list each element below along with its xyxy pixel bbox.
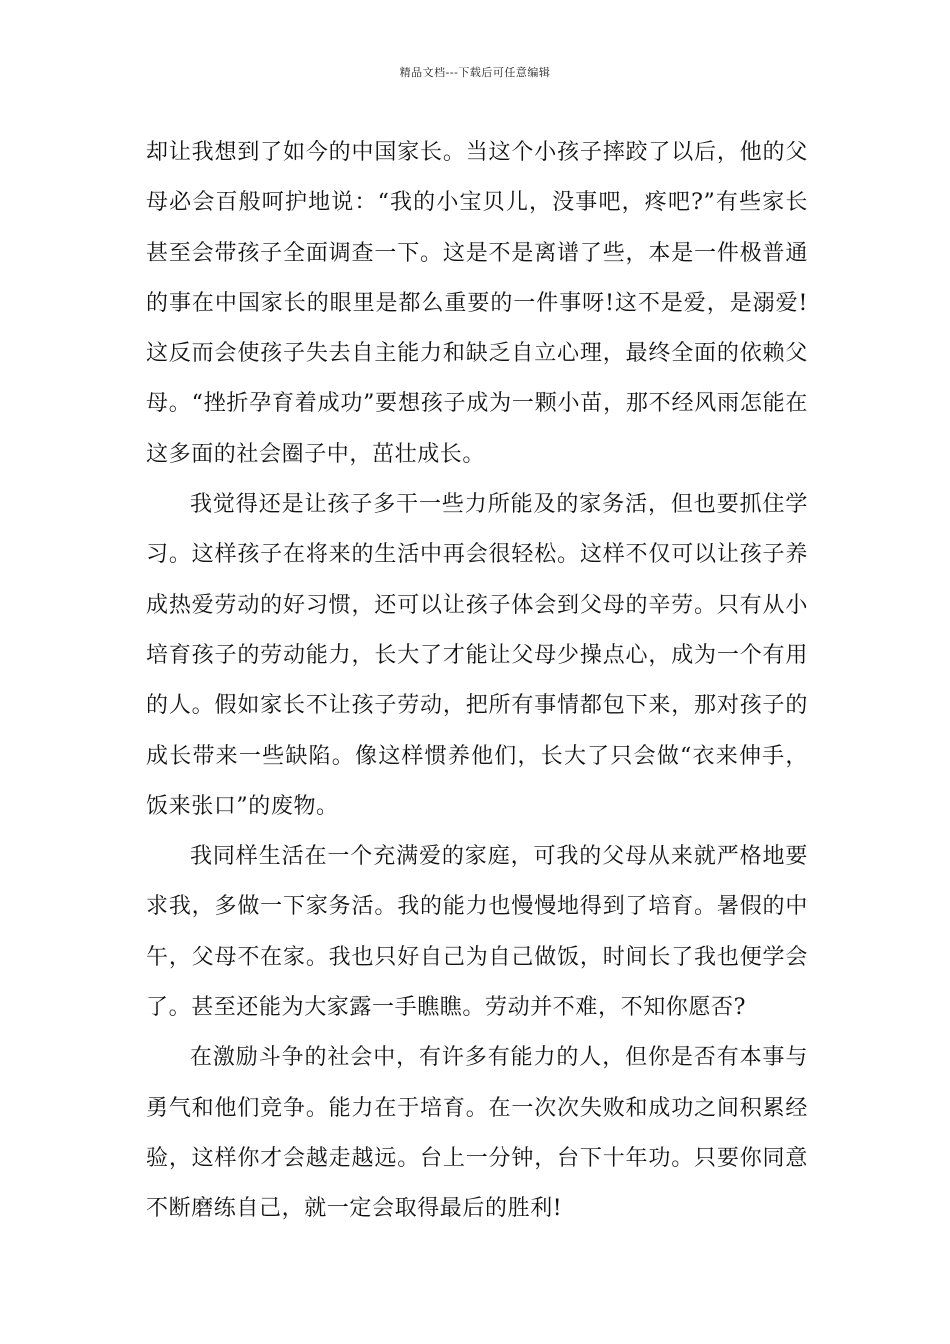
document-body — [146, 128, 808, 1235]
page-header: 精品文档---下载后可任意编辑 — [399, 66, 551, 79]
paragraph-2: 我觉得还是让孩子多干一些力所能及的家务活，但也要抓住学习。这样孩子在将来的生活中再会很轻松。这样不仅可以让孩子养成热爱劳动的好习惯，还可以让孩子体会到父母的辛劳。只有从小培育孩子的劳动能力，长大了才能让父母少操点心，成为一个有用的人。假如家长不让孩子劳动，把所有事情都包下来，那对孩子的成长带来一些缺陷。像这样惯养他们，长大了只会做“衣来伸手，饭来张口”的废物。 — [146, 492, 808, 819]
paragraph-3: 我同样生活在一个充满爱的家庭，可我的父母从来就严格地要求我，多做一下家务活。我的能力也慢慢地得到了培育。暑假的中午，父母不在家。我也只好自己为自己做饭，时间长了我也便学会了。甚至还能为大家露一手瞧瞧。劳动并不难，不知你愿否? — [146, 844, 808, 1021]
paragraph-4: 在激励斗争的社会中，有许多有能力的人，但你是否有本事与勇气和他们竞争。能力在于培育。在一次次失败和成功之间积累经验，这样你才会越走越远。台上一分钟，台下十年功。只要你同意不断磨练自己，就一定会取得最后的胜利! — [146, 1045, 808, 1222]
paragraph-1: 却让我想到了如今的中国家长。当这个小孩子摔跤了以后，他的父母必会百般呵护地说：“我的小宝贝儿，没事吧，疼吧?”有些家长甚至会带孩子全面调查一下。这是不是离谱了些，本是一件极普通的事在中国家长的眼里是都么重要的一件事呀!这不是爱，是溺爱!这反而会使孩子失去自主能力和缺乏自立心理，最终全面的依赖父母。“挫折孕育着成功”要想孩子成为一颗小苗，那不经风雨怎能在这多面的社会圈子中，茁壮成长。 — [146, 140, 808, 467]
